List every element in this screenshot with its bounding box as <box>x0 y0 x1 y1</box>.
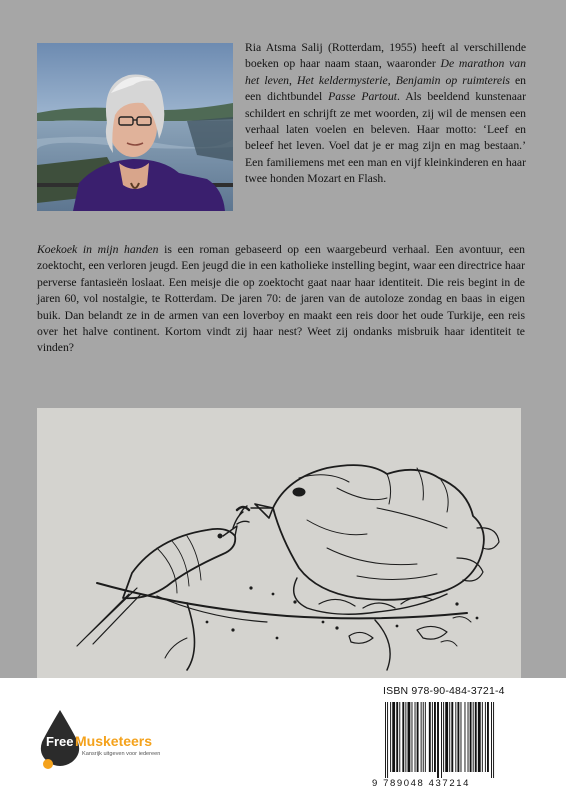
publisher-name-musketeers: Musketeers <box>75 733 153 749</box>
barcode-bar <box>408 702 411 772</box>
barcode-bar <box>402 702 404 772</box>
barcode-bar <box>415 702 416 772</box>
barcode-bar <box>475 702 477 772</box>
book-blurb: Koekoek in mijn handen is een roman gebaseerd op een waargebeurd verhaal. Een avontuur, een zoektocht, een verloren jeugd. Een jeugd die in een katholieke instelling begint, waar een directrice haar perverse fantasieën loslaat. Een meisje die op zoektocht gaat naar haar identiteit. Die reis begint in de jaren 60, vol nostalgie, te Rotterdam. De jaren 70: de jaren van de autoloze zondag en baas in eigen buik. Dan belandt ze in de armen van een loverboy en maakt een reis door het oude Turkije, een reis over het halve continent. Kortom vindt zij haar nest? Weet zij ondanks misbruik haar identiteit te vinden? <box>37 243 525 355</box>
book-title-keldermysterie: Het keldermysterie <box>296 73 388 87</box>
barcode-bar <box>470 702 472 772</box>
barcode-bar <box>425 702 426 772</box>
barcode-bar <box>443 702 444 772</box>
barcode-bar <box>457 702 459 772</box>
author-bio: Ria Atsma Salij (Rotterdam, 1955) heeft al verschillende boeken op haar naam staan, waaronder De marathon van het leven, Het keldermysterie, Benjamin op ruimtereis en een dichtbundel Passe Partout. Als beeldend kunstenaar schildert en schrijft ze met woorden, zij wil de mensen een verhaal laten voelen en beleven. Haar motto: ‘Leef en beleef het leven. Voel dat je er mag zijn en mag bestaan.’ Een familiemens met een man en vijf kleinkinderen en haar twee honden Mozart en Flash. <box>245 41 527 186</box>
barcode-bar <box>478 702 481 772</box>
author-photo <box>37 43 233 211</box>
cuckoo-drawing <box>37 408 521 678</box>
isbn-label: ISBN 978-90-484-3721-4 <box>383 685 505 697</box>
barcode-bar <box>485 702 486 772</box>
barcode-bar <box>441 702 442 778</box>
barcode-bar <box>465 702 466 772</box>
barcode-bar <box>417 702 419 772</box>
barcode-bar <box>487 702 489 772</box>
book-title-passe-partout: Passe Partout <box>328 90 398 104</box>
barcode-bar <box>437 702 439 778</box>
book-title-marathon: De marathon van het leven <box>245 57 526 87</box>
barcode-bar <box>482 702 483 772</box>
isbn-barcode <box>381 702 529 778</box>
barcode-bar <box>461 702 462 772</box>
book-title-benjamin: Benjamin op ruimtereis <box>395 73 510 87</box>
barcode-bar <box>491 702 492 778</box>
barcode-bar <box>390 702 391 772</box>
barcode-bar <box>385 702 386 778</box>
cover-footer <box>0 678 566 800</box>
publisher-name-free: Free <box>46 734 74 749</box>
barcode-bar <box>429 702 431 772</box>
barcode-digits: 9 789048 437214 <box>372 778 470 789</box>
barcode-bar <box>468 702 469 772</box>
book-title: Koekoek in mijn handen <box>37 243 159 256</box>
barcode-bar <box>405 702 406 772</box>
author-name: Ria Atsma Salij <box>245 41 323 54</box>
barcode-bar <box>387 702 388 778</box>
barcode-bar <box>423 702 424 772</box>
barcode-bar <box>392 702 395 772</box>
publisher-tagline: Kansrijk uitgeven voor iedereen <box>82 751 161 757</box>
barcode-bar <box>455 702 456 772</box>
barcode-bar <box>473 702 474 772</box>
publisher-logo <box>38 708 198 768</box>
barcode-bar <box>493 702 494 778</box>
barcode-bar <box>399 702 400 772</box>
barcode-bar <box>449 702 450 772</box>
barcode-bar <box>434 702 436 772</box>
barcode-bar <box>445 702 448 772</box>
barcode-bar <box>396 702 398 772</box>
barcode-bar <box>451 702 453 772</box>
barcode-bar <box>432 702 433 772</box>
barcode-bar <box>412 702 413 772</box>
barcode-bar <box>421 702 422 772</box>
